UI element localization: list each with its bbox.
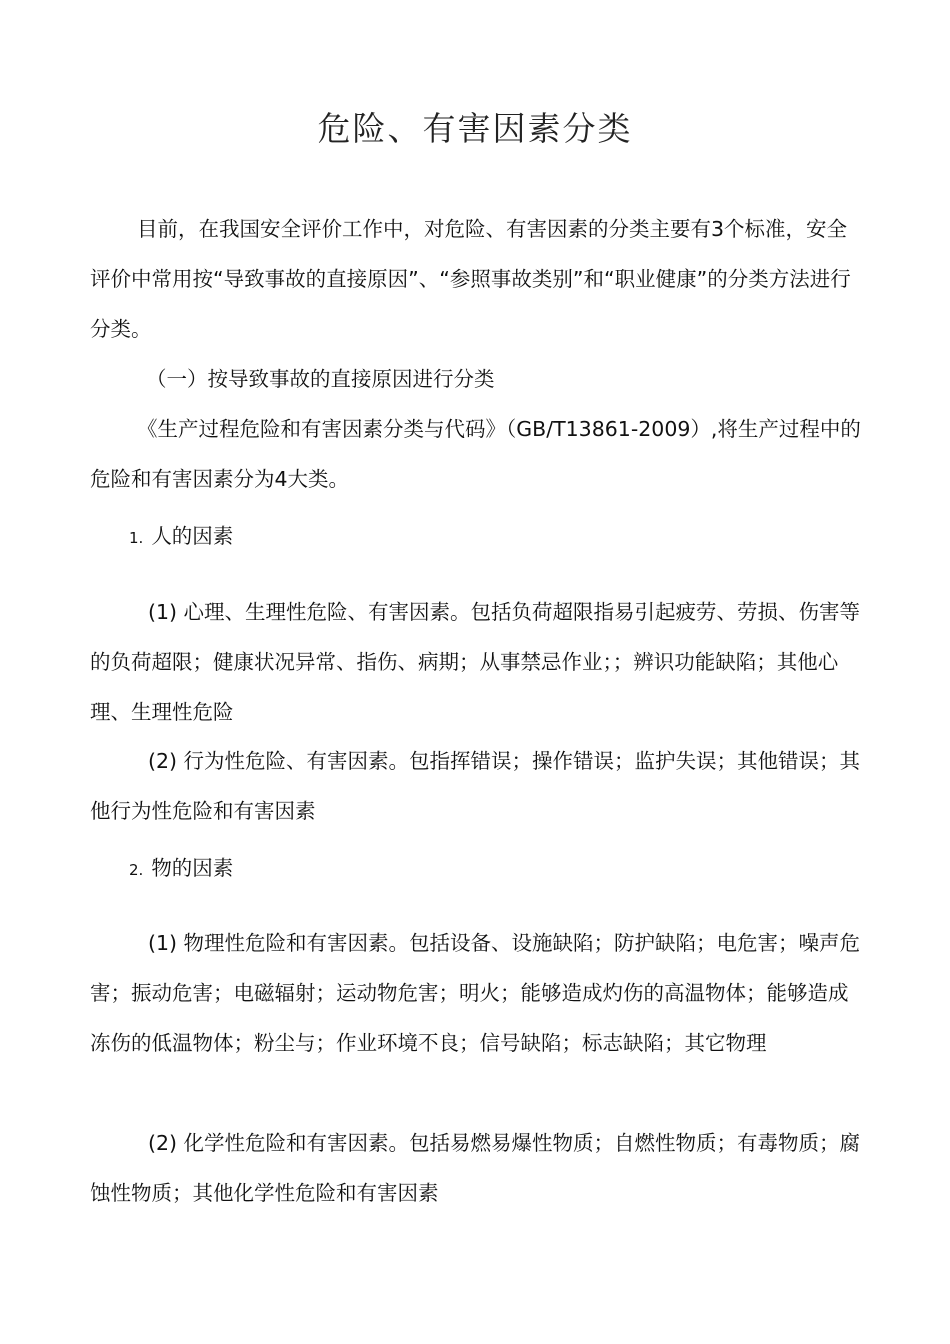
- category-label: 人的因素: [151, 524, 234, 548]
- human-item-1: (1) 心理、生理性危险、有害因素。包括负荷超限指易引起疲劳、劳损、伤害等的负荷超限；健康状况异常、指伤、病期；从事禁忌作业；；辨识功能缺陷；其他心理、生理性危险: [90, 600, 861, 724]
- category-heading-human: [129, 521, 233, 553]
- category-number: 1.: [129, 529, 144, 547]
- category-number: 2.: [129, 861, 144, 879]
- page-title: 危险、有害因素分类: [317, 109, 633, 148]
- physical-item-1: (1) 物理性危险和有害因素。包括设备、设施缺陷；防护缺陷；电危害；噪声危害；振动危害；电磁辐射；运动物危害；明火；能够造成灼伤的高温物体；能够造成冻伤的低温物体；粉尘与；作业环境不良；信号缺陷；标志缺陷；其它物理: [90, 931, 861, 1055]
- human-item-2: (2) 行为性危险、有害因素。包指挥错误；操作错误；监护失误；其他错误；其他行为性危险和有害因素: [90, 749, 861, 823]
- category-heading-physical: [129, 853, 233, 885]
- intro-paragraph: 目前，在我国安全评价工作中，对危险、有害因素的分类主要有3个标准，安全评价中常用按“导致事故的直接原因”、“参照事故类别”和“职业健康”的分类方法进行分类。: [90, 217, 851, 341]
- physical-item-2: (2) 化学性危险和有害因素。包括易燃易爆性物质；自燃性物质；有毒物质；腐蚀性物质；其他化学性危险和有害因素: [90, 1131, 861, 1205]
- standard-paragraph: 《生产过程危险和有害因素分类与代码》（GB/T13861-2009）,将生产过程中的危险和有害因素分为4大类。: [90, 417, 861, 491]
- section-heading: （一）按导致事故的直接原因进行分类: [146, 367, 495, 391]
- category-label: 物的因素: [151, 856, 234, 880]
